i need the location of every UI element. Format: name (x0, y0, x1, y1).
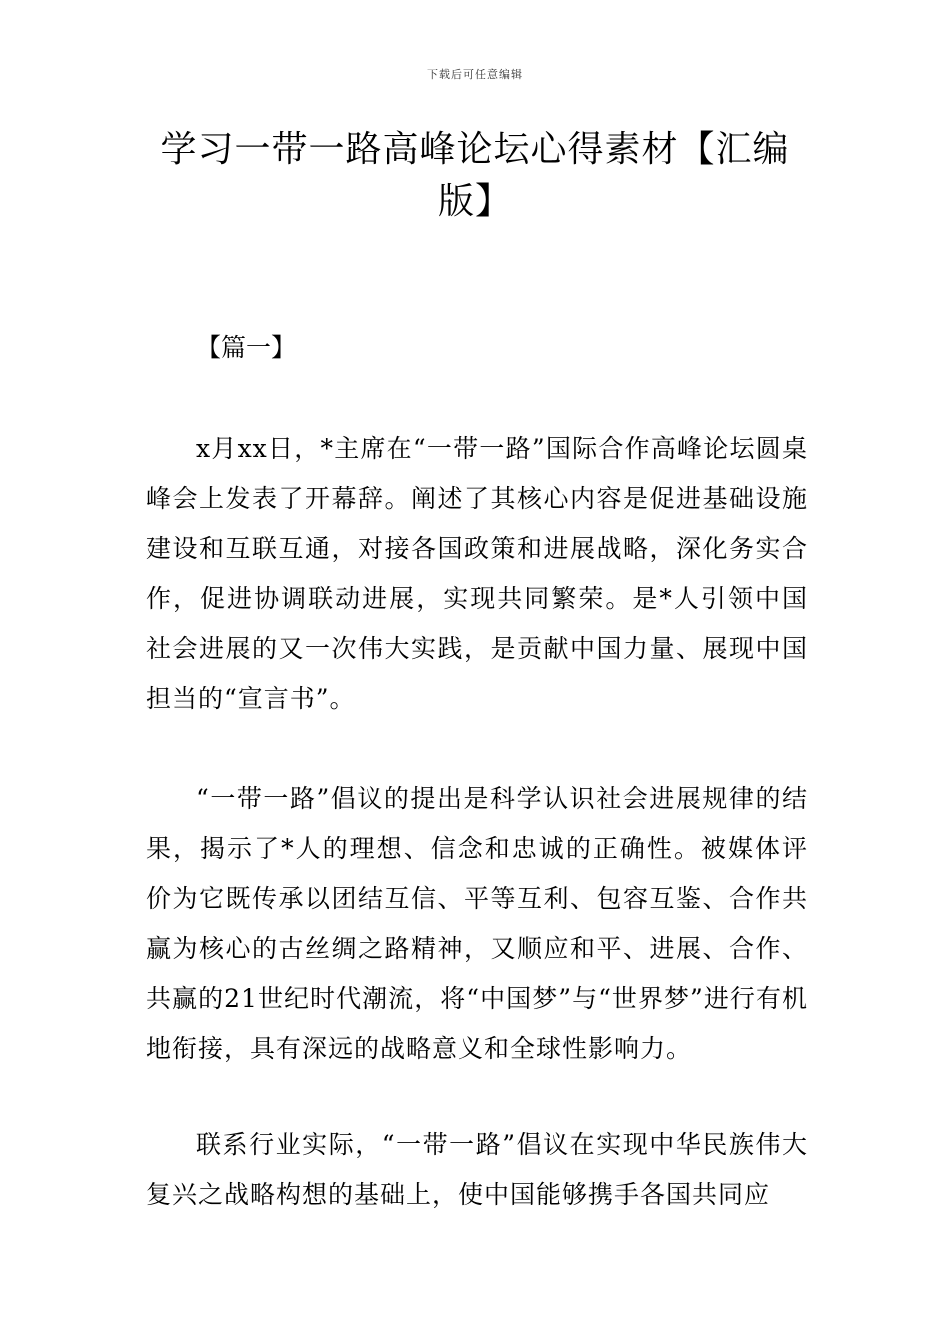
body-paragraph: 联系行业实际，“一带一路”倡议在实现中华民族伟大复兴之战略构想的基础上，使中国能够携手各国共同应 (146, 1130, 808, 1209)
body-paragraph: x月xx日，*主席在“一带一路”国际合作高峰论坛圆桌峰会上发表了开幕辞。阐述了其核心内容是促进基础设施建设和互联互通，对接各国政策和进展战略，深化务实合作，促进协调联动进展，实现共同繁荣。是*人引领中国社会进展的又一次伟大实践，是贡献中国力量、展现中国担当的“宣言书”。 (146, 434, 808, 713)
body-paragraph: “一带一路”倡议的提出是科学认识社会进展规律的结果，揭示了*人的理想、信念和忠诚的正确性。被媒体评价为它既传承以团结互信、平等互利、包容互鉴、合作共赢为核心的古丝绸之路精神，又顺应和平、进展、合作、共赢的21世纪时代潮流，将“中国梦”与“世界梦”进行有机地衔接，具有深远的战略意义和全球性影响力。 (146, 784, 808, 1063)
header-note: 下载后可任意编辑 (427, 68, 523, 81)
document-title: 学习一带一路高峰论坛心得素材【汇编版】 (160, 129, 790, 222)
section-label: 【篇一】 (196, 333, 297, 362)
